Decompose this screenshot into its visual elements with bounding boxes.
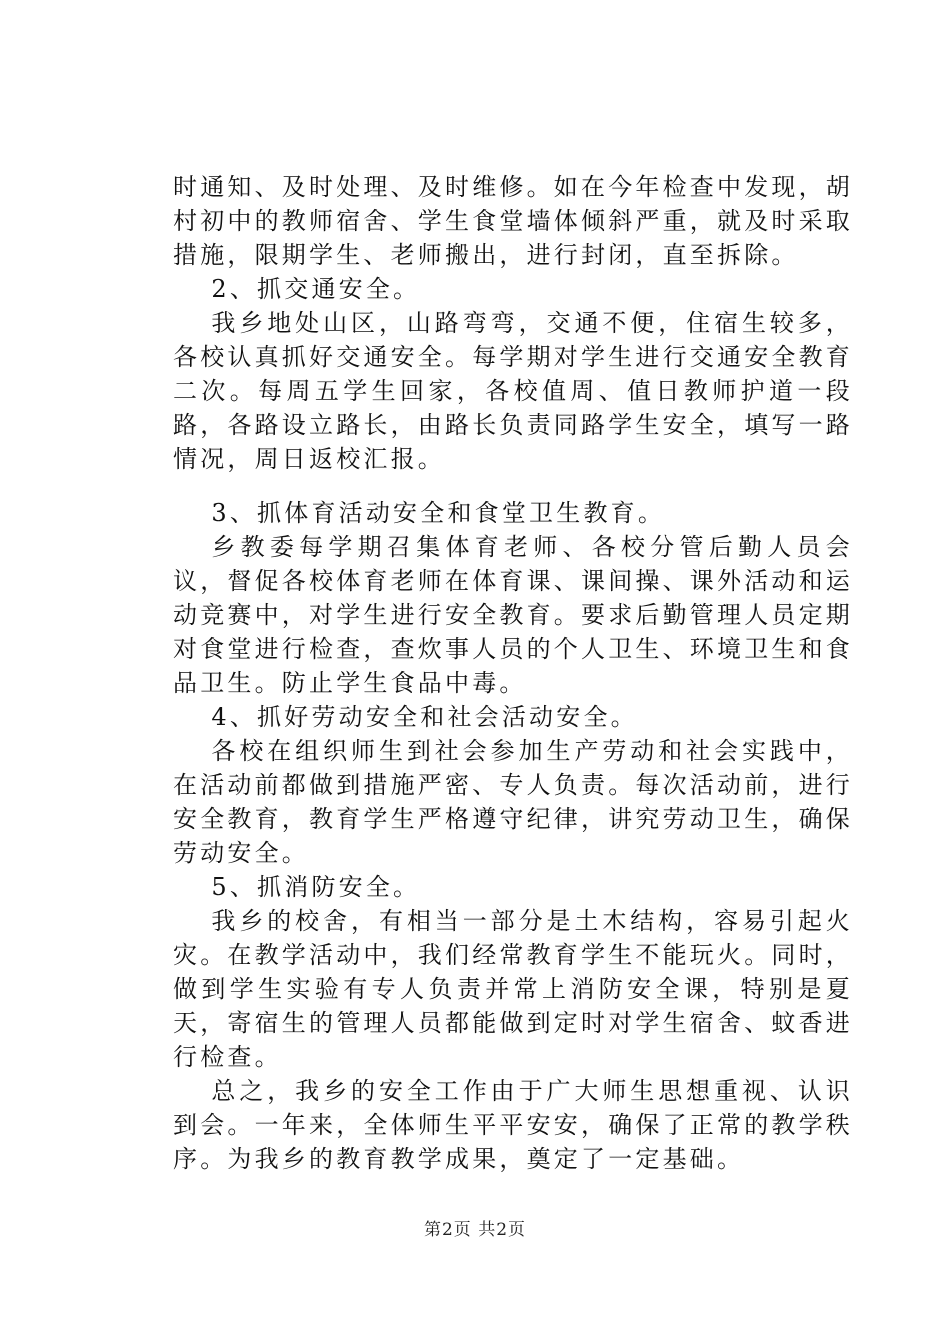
document-body (173, 170, 853, 1176)
paragraph-continuation: 时通知、及时处理、及时维修。如在今年检查中发现，胡村初中的教师宿舍、学生食堂墙体倾斜严重，就及时采取措施，限期学生、老师搬出，进行封闭，直至拆除。 (173, 173, 853, 269)
section-heading-fire-safety: 5、抓消防安全。 (211, 873, 421, 901)
section-heading-sports-canteen-safety: 3、抓体育活动安全和食堂卫生教育。 (211, 499, 666, 527)
page-number-footer: 第2页 共2页 (423, 1220, 527, 1240)
paragraph-sports-canteen-safety: 乡教委每学期召集体育老师、各校分管后勤人员会议，督促各校体育老师在体育课、课间操、课外活动和运动竞赛中，对学生进行安全教育。要求后勤管理人员定期对食堂进行检查，查炊事人员的个人卫生、环境卫生和食品卫生。防止学生食品中毒。 (173, 533, 853, 697)
section-heading-traffic-safety: 2、抓交通安全。 (211, 275, 421, 303)
paragraph-summary: 总之，我乡的安全工作由于广大师生思想重视、认识到会。一年来，全体师生平平安安，确保了正常的教学秩序。为我乡的教育教学成果，奠定了一定基础。 (173, 1077, 853, 1173)
paragraph-labor-safety: 各校在组织师生到社会参加生产劳动和社会实践中，在活动前都做到措施严密、专人负责。每次活动前，进行安全教育，教育学生严格遵守纪律，讲究劳动卫生，确保劳动安全。 (173, 737, 853, 867)
paragraph-fire-safety: 我乡的校舍，有相当一部分是土木结构，容易引起火灾。在教学活动中，我们经常教育学生不能玩火。同时，做到学生实验有专人负责并常上消防安全课，特别是夏天，寄宿生的管理人员都能做到定时对学生宿舍、蚊香进行检查。 (173, 907, 853, 1071)
section-heading-labor-safety: 4、抓好劳动安全和社会活动安全。 (211, 703, 638, 731)
paragraph-gap (173, 476, 853, 496)
paragraph-traffic-safety: 我乡地处山区，山路弯弯，交通不便，住宿生较多，各校认真抓好交通安全。每学期对学生进行交通安全教育二次。每周五学生回家，各校值周、值日教师护道一段路，各路设立路长，由路长负责同路学生安全，填写一路情况，周日返校汇报。 (173, 309, 853, 473)
